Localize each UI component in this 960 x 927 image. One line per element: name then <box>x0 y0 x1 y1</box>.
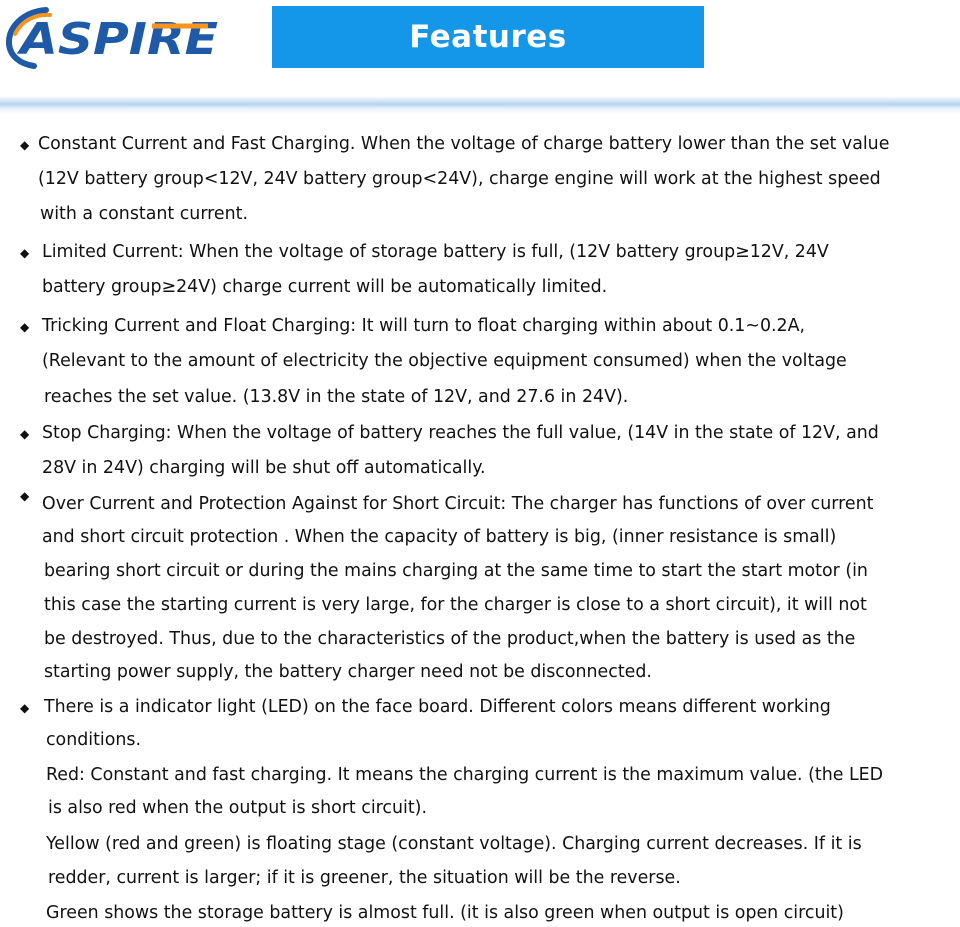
diamond-bullet-icon: ◆ <box>20 427 30 441</box>
led-green-line: Green shows the storage battery is almost full. (it is also green when output is open circuit) <box>46 903 844 923</box>
feature-line: be destroyed. Thus, due to the characteristics of the product,when the battery is used as the <box>44 629 856 649</box>
feature-line: starting power supply, the battery charger need not be disconnected. <box>44 662 652 682</box>
led-red-line: is also red when the output is short circuit). <box>48 798 427 818</box>
diamond-bullet-icon: ◆ <box>20 246 30 260</box>
features-banner <box>272 6 704 68</box>
diamond-bullet-icon: ◆ <box>20 138 30 152</box>
feature-line: this case the starting current is very large, for the charger is close to a short circuit), it will not <box>44 595 867 615</box>
feature-line: conditions. <box>46 730 141 750</box>
feature-line: There is a indicator light (LED) on the face board. Different colors means different working <box>44 697 831 717</box>
banner-title: Features <box>409 19 567 55</box>
feature-line: battery group≥24V) charge current will be automatically limited. <box>42 277 608 297</box>
feature-line: Limited Current: When the voltage of storage battery is full, (12V battery group≥12V, 24V <box>42 242 829 262</box>
feature-line: (12V battery group<12V, 24V battery group<24V), charge engine will work at the highest speed <box>38 169 881 189</box>
diamond-bullet-icon: ◆ <box>20 320 30 334</box>
feature-line: and short circuit protection . When the capacity of battery is big, (inner resistance is small) <box>42 527 837 547</box>
feature-line: Tricking Current and Float Charging: It will turn to float charging within about 0.1~0.2A, <box>42 316 806 336</box>
diamond-bullet-icon: ◆ <box>20 489 30 503</box>
header <box>0 0 960 115</box>
feature-line: 28V in 24V) charging will be shut off automatically. <box>42 458 486 478</box>
aspire-logo <box>2 4 228 70</box>
feature-line: bearing short circuit or during the mains charging at the same time to start the start motor (in <box>44 561 868 581</box>
feature-line: (Relevant to the amount of electricity the objective equipment consumed) when the voltage <box>42 351 847 371</box>
feature-line: Constant Current and Fast Charging. When the voltage of charge battery lower than the set value <box>38 134 890 154</box>
led-yellow-line: Yellow (red and green) is floating stage (constant voltage). Charging current decreases. If it is <box>46 834 862 854</box>
feature-line: Stop Charging: When the voltage of battery reaches the full value, (14V in the state of 12V, and <box>42 423 879 443</box>
logo-text: ASPIRE <box>16 14 219 65</box>
header-divider <box>0 96 960 114</box>
led-yellow-line: redder, current is larger; if it is greener, the situation will be the reverse. <box>48 868 681 888</box>
diamond-bullet-icon: ◆ <box>20 701 30 715</box>
feature-line: Over Current and Protection Against for Short Circuit: The charger has functions of over current <box>42 494 874 514</box>
feature-line: reaches the set value. (13.8V in the state of 12V, and 27.6 in 24V). <box>44 387 629 407</box>
led-red-line: Red: Constant and fast charging. It means the charging current is the maximum value. (the LED <box>46 765 884 785</box>
feature-line: with a constant current. <box>40 204 248 224</box>
